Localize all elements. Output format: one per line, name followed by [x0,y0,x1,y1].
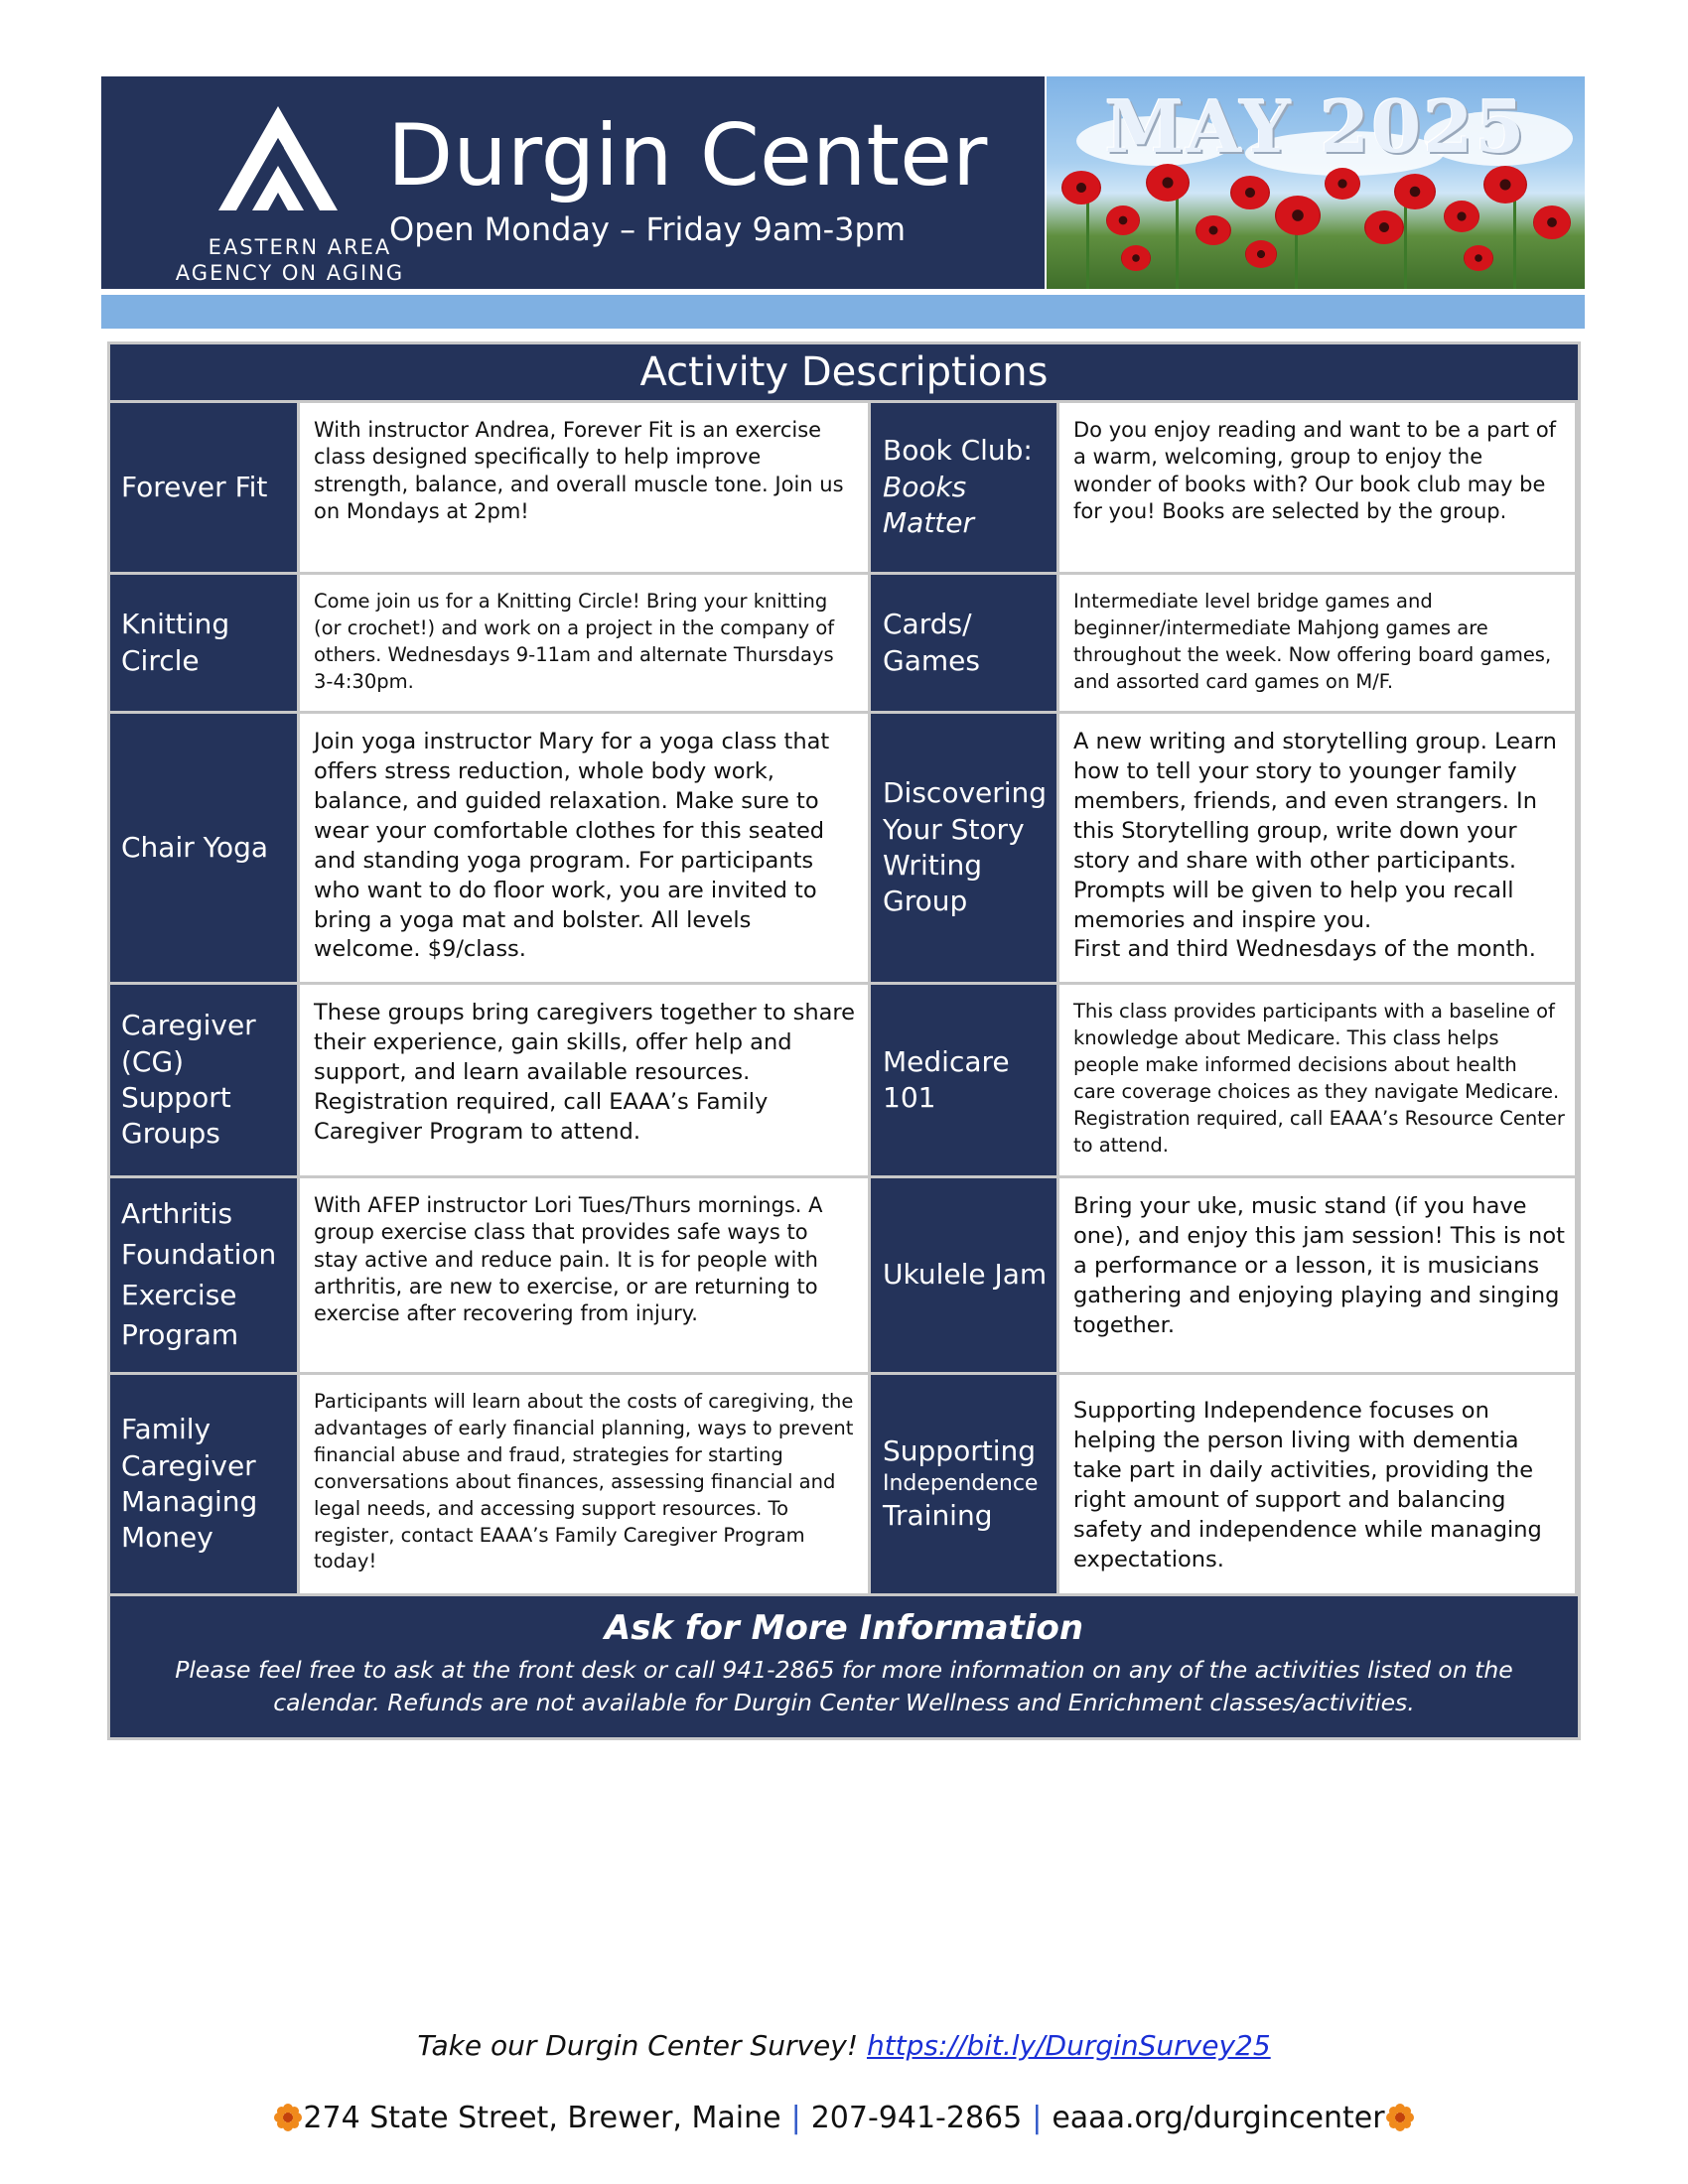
activity-table [107,341,1581,1740]
activity-description-medicare-101: This class provides participants with a baseline of knowledge about Medicare. This class helps people make informed decisions about health care coverage choices as they navigate Medicare. Registration required, call EAAA’s Resource Center to attend. [1059,985,1575,1175]
flower-icon [1385,2103,1415,2132]
activity-description-supporting-independence [1059,1375,1575,1593]
activity-label-text: Family Caregiver Managing Money [121,1413,258,1555]
activity-label-text: Ukulele Jam [883,1258,1048,1292]
activity-description-book-club: Do you enjoy reading and want to be a part of a warm, welcoming, group to enjoy the wonder of books with? Our book club may be for you! Books are selected by the group. [1059,403,1575,572]
activity-label-text: Knitting Circle [121,608,230,677]
address-text: 274 State Street, Brewer, Maine [303,2101,781,2135]
activity-label-text: Arthritis Foundation Exercise Program [121,1197,277,1352]
activity-label-italic-text: Books Matter [883,470,975,540]
activity-description-cards-games: Intermediate level bridge games and beginner/intermediate Mahjong games are throughout the week. Now offering board games, and assorted card games on M/F. [1059,575,1575,711]
flower-icon [273,2103,303,2132]
activity-description-chair-yoga: Join yoga instructor Mary for a yoga class that offers stress reduction, whole body work, balance, and guided relaxation. Make sure to wear your comfortable clothes for this seated and standing yoga program. For participants who want to do floor work, you are invited to bring a yoga mat and bolster. All levels welcome. $9/class. [300,714,871,982]
activity-label-caregiver-support [110,985,300,1175]
header-banner [101,76,1045,289]
website-text[interactable]: eaaa.org/durgincenter [1052,2101,1385,2135]
activity-label-chair-yoga [110,714,300,982]
logo-text-line2: AGENCY ON AGING [175,261,405,285]
phone-text: 207-941-2865 [810,2101,1023,2135]
activity-label-discovering-your-story [871,714,1059,982]
activity-description-ukulele-jam: Bring your uke, music stand (if you have one), and enjoy this jam session! This is not a performance or a lesson, it is musicians gathering and enjoying playing and singing together. [1059,1178,1575,1372]
header [101,76,1585,289]
mountain-logo-icon [209,96,348,215]
activity-label-knitting-circle [110,575,300,711]
activity-label-end-text: Training [883,1499,993,1533]
table-row [110,1175,1578,1372]
poppy-field-image [1047,76,1585,289]
activity-label-supporting-independence [871,1375,1059,1593]
more-info-title: Ask for More Information [604,1608,1084,1648]
center-name: Durgin Center [387,106,988,205]
activity-description-discovering-your-story [1059,714,1575,982]
more-info-box [110,1593,1578,1737]
logo-text-line1: EASTERN AREA [208,235,392,259]
table-row [110,1372,1578,1593]
activity-description-forever-fit: With instructor Andrea, Forever Fit is an exercise class designed specifically to help improve strength, balance, and overall muscle tone. Join us on Mondays at 2pm! [300,403,871,572]
activity-label-cards-games [871,575,1059,711]
activity-label-ukulele-jam [871,1178,1059,1372]
survey-line [0,2029,1688,2062]
activity-description-family-caregiver-money: Participants will learn about the costs of caregiving, the advantages of early financial planning, ways to prevent financial abuse and fraud, strategies for starting conversations about finances, assessing financial and legal needs, and accessing support resources. To register, contact EAAA’s Family Caregiver Program today! [300,1375,871,1593]
activity-label-text: Book Club: [883,434,1033,468]
table-row [110,572,1578,711]
activity-label-book-club [871,403,1059,572]
activity-label-family-caregiver-money [110,1375,300,1593]
header-accent-bar [101,295,1585,329]
table-row [110,982,1578,1175]
activity-label-small-text: Independence [883,1470,1039,1496]
activity-label-text: Discovering Your Story Writing Group [883,776,1048,918]
activity-label-forever-fit [110,403,300,572]
activity-label-text: Medicare 101 [883,1044,1010,1114]
table-row [110,400,1578,572]
activity-label-medicare-101 [871,985,1059,1175]
description-text: A new writing and storytelling group. Learn how to tell your story to younger family members, friends, and even strangers. In this Storytelling group, write down your story and share with other participants. Prompts will be given to help you recall memories and inspire you. [1073,729,1557,933]
activity-label-text: Cards/ Games [883,608,980,677]
activity-description-arthritis-exercise: With AFEP instructor Lori Tues/Thurs mornings. A group exercise class that provides safe ways to stay active and reduce pain. It is for people with arthritis, are new to exercise, or are returning to exercise after recovering from injury. [300,1178,871,1372]
table-row [110,711,1578,982]
agency-logo [171,96,405,285]
description-text: Supporting Independence focuses on helping the person living with dementia take part in daily activities, providing the right amount of support and balancing safety and independence while managing expectations. [1073,1398,1542,1572]
separator: | [1032,2101,1043,2135]
activity-description-caregiver-support: These groups bring caregivers together to share their experience, gain skills, offer help and support, and learn available resources. Registration required, call EAAA’s Family Caregiver Program to attend. [300,985,871,1175]
activity-label-text: Chair Yoga [121,830,269,864]
separator: | [790,2101,801,2135]
more-info-text: Please feel free to ask at the front desk or call 941-2865 for more information on any of the activities listed on the calendar. Refunds are not available for Durgin Center Wellness and Enrichment classes/activities. [175,1656,1513,1716]
month-title: MAY 2025 [1104,84,1527,169]
activity-description-knitting-circle: Come join us for a Knitting Circle! Bring your knitting (or crochet!) and work on a project in the company of others. Wednesdays 9-11am and alternate Thursdays 3-4:30pm. [300,575,871,711]
survey-text: Take our Durgin Center Survey! [417,2029,859,2062]
contact-footer [0,2101,1688,2135]
survey-link[interactable]: https://bit.ly/DurginSurvey25 [866,2029,1271,2062]
activity-label-text: Supporting [883,1434,1036,1468]
table-title: Activity Descriptions [110,344,1578,400]
activity-label-arthritis-exercise [110,1178,300,1372]
center-hours: Open Monday – Friday 9am-3pm [389,210,906,248]
activity-label-text: Caregiver (CG) Support Groups [121,1009,256,1151]
description-schedule-text: First and third Wednesdays of the month. [1073,936,1536,963]
activity-label-text: Forever Fit [121,470,268,503]
